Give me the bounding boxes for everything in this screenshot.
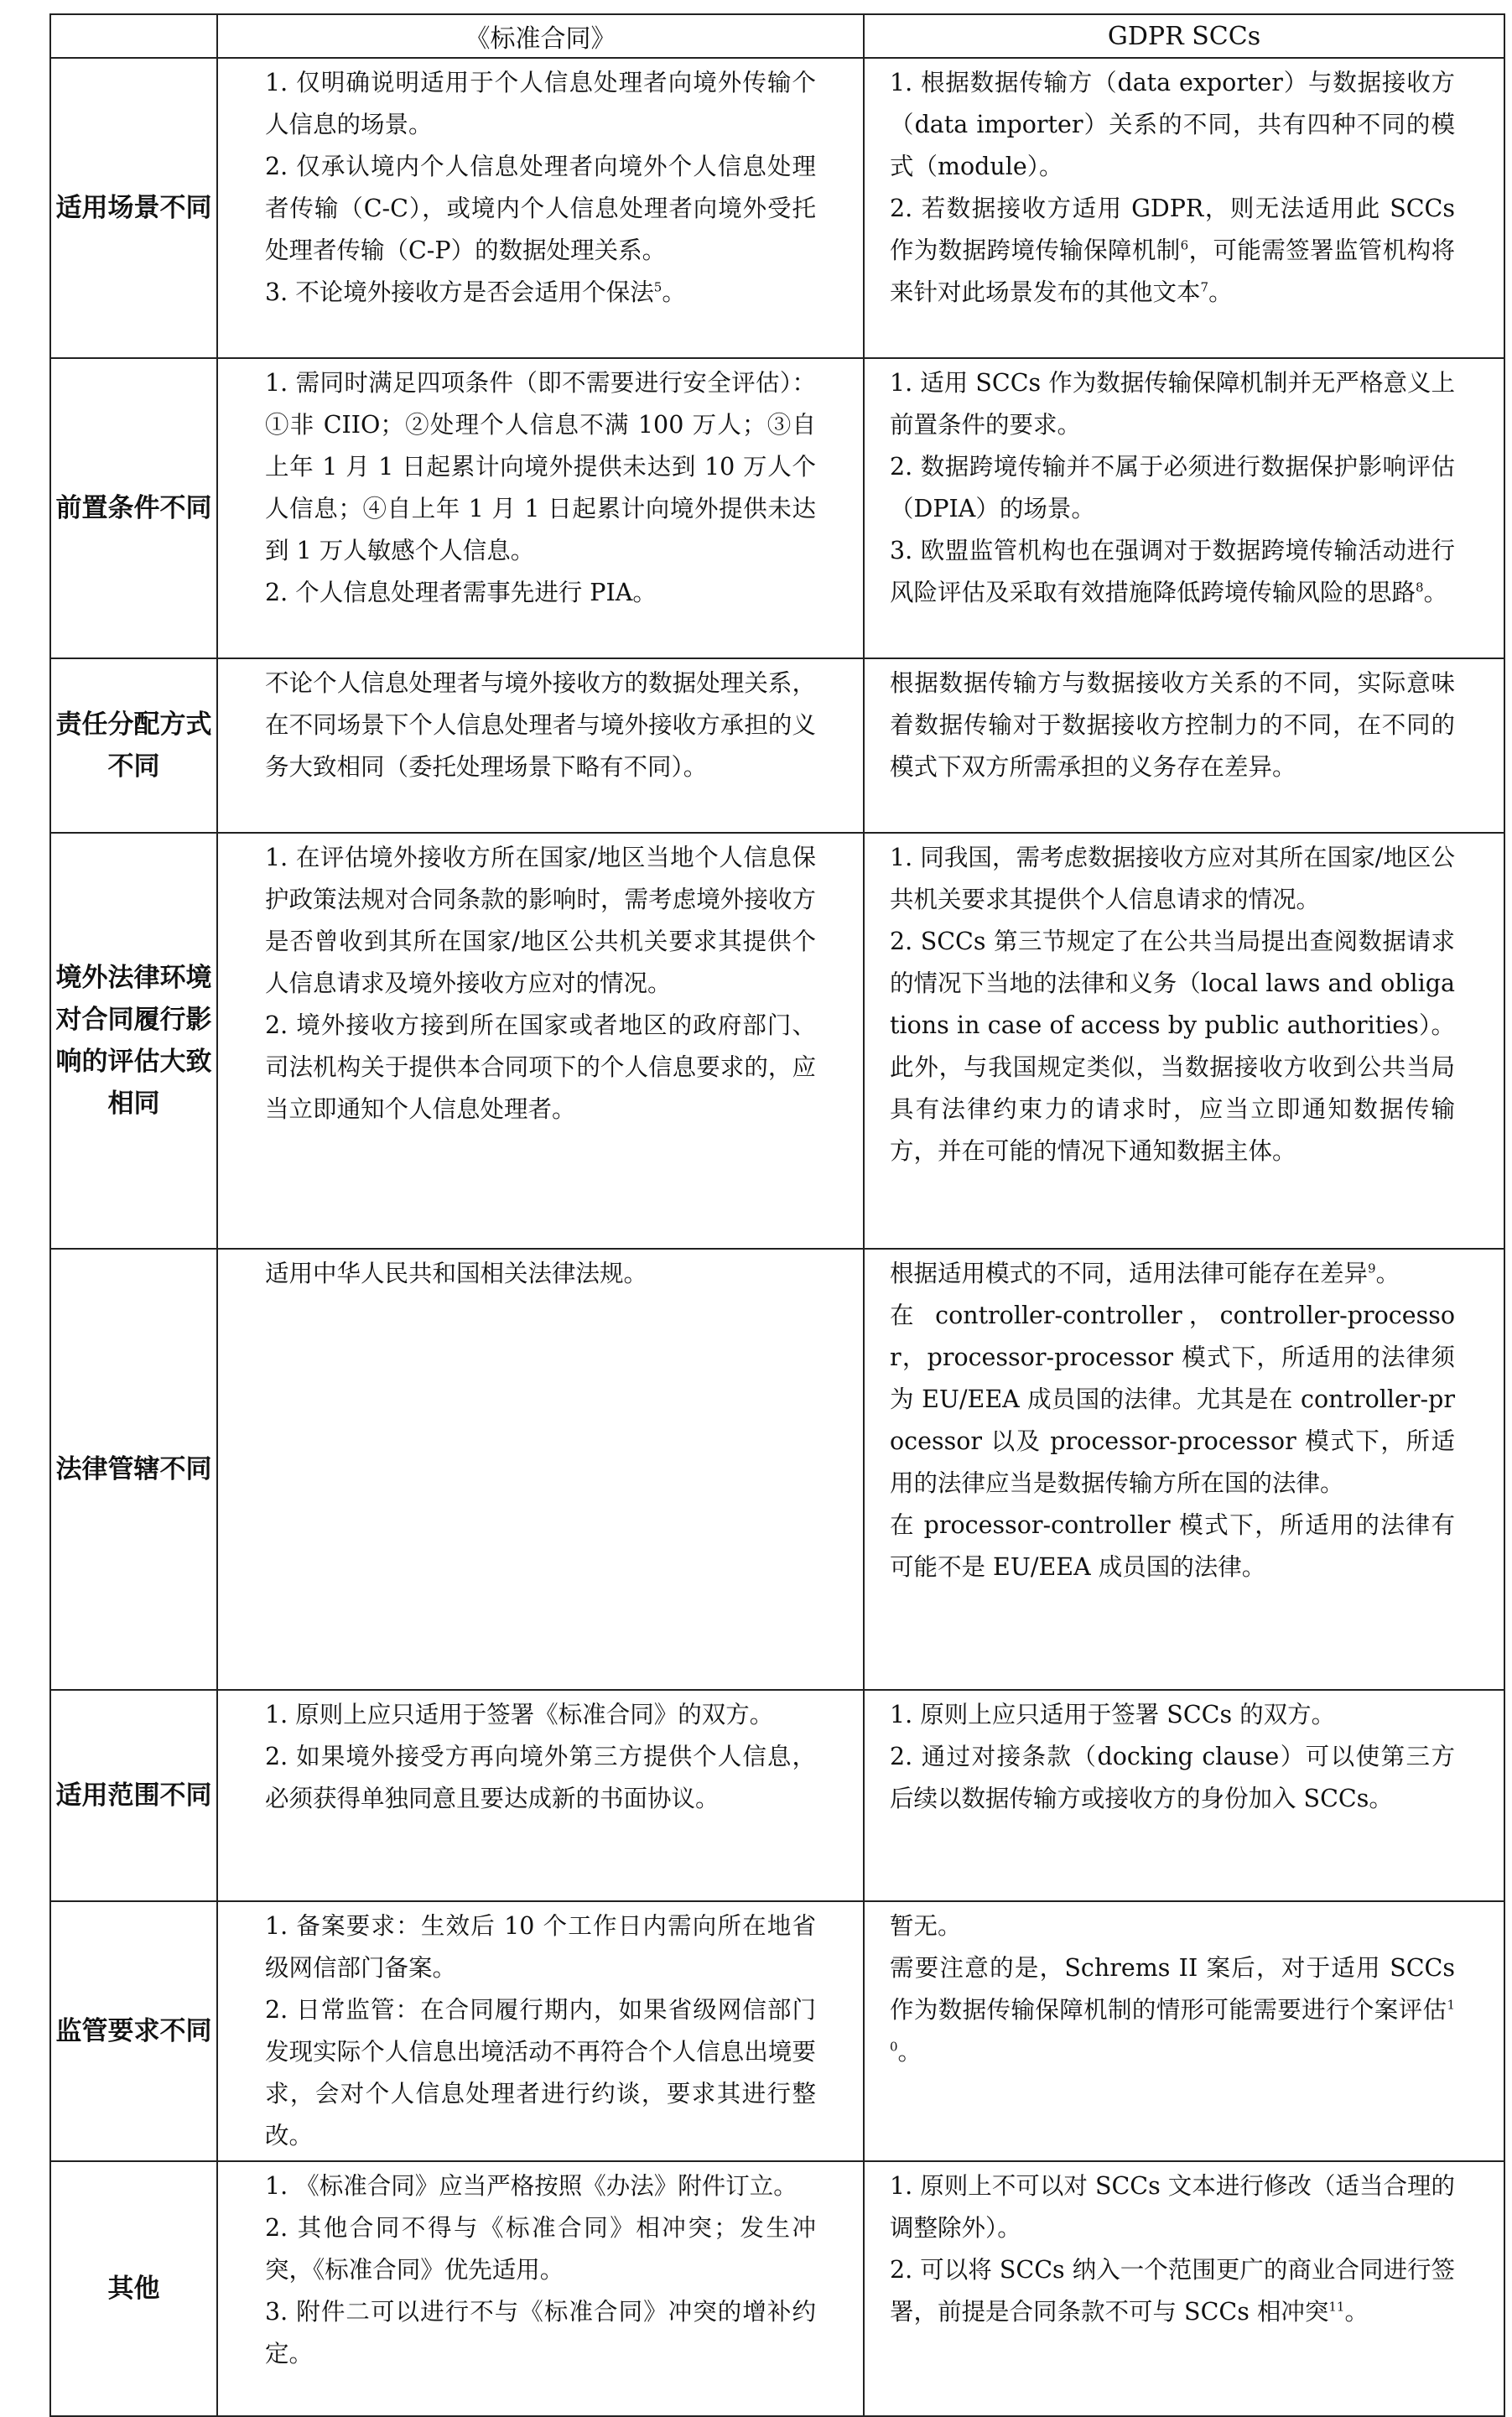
gdpr-sccs-paragraph <box>890 1905 1455 1947</box>
standard-contract-paragraph <box>265 2165 816 2207</box>
gdpr-sccs-paragraph <box>890 2165 1455 2249</box>
paragraph-text-tail: ，可能需签署监管机构将来针对此场景发布的其他文本 <box>890 237 1455 306</box>
paragraph-text-tail: 。 <box>1423 579 1448 606</box>
table-header-row <box>50 14 1504 58</box>
paragraph-text: 1. 适用 SCCs 作为数据传输保障机制并无严格意义上前置条件的要求。 <box>890 369 1455 439</box>
paragraph-text: 不论个人信息处理者与境外接收方的数据处理关系，在不同场景下个人信息处理者与境外接收方承担的义务大致相同（委托处理场景下略有不同）。 <box>265 669 816 781</box>
gdpr-sccs-paragraph <box>890 446 1455 530</box>
paragraph-text: 1. 同我国，需考虑数据接收方应对其所在国家/地区公共机关要求其提供个人信息请求的情况。 <box>890 844 1455 913</box>
standard-contract-cell <box>217 58 864 358</box>
paragraph-text-tail: 。 <box>1375 1260 1400 1287</box>
standard-contract-paragraph <box>265 1989 816 2157</box>
standard-contract-cell <box>217 2161 864 2416</box>
paragraph-text: 3. 欧盟监管机构也在强调对于数据跨境传输活动进行风险评估及采取有效措施降低跨境传输风险的思路 <box>890 537 1455 606</box>
paragraph-text-tail: 。 <box>897 2038 922 2066</box>
paragraph-text: 根据适用模式的不同，适用法律可能存在差异 <box>890 1260 1369 1287</box>
paragraph-text: 1. 需同时满足四项条件（即不需要进行安全评估）：①非 CIIO；②处理个人信息不满 100 万人；③自上年 1 月 1 日起累计向境外提供未达到 10 万人个人信息；④自上年 1 月 1 日起累计向境外提供未达到 1 万人敏感个人信息。 <box>265 369 816 564</box>
gdpr-sccs-cell <box>864 658 1504 833</box>
gdpr-sccs-paragraph <box>890 188 1455 314</box>
footnote-marker: 8 <box>1416 580 1424 595</box>
paragraph-text-tail: 。 <box>1208 278 1233 306</box>
gdpr-sccs-cell <box>864 833 1504 1249</box>
paragraph-text: 根据数据传输方与数据接收方关系的不同，实际意味着数据传输对于数据接收方控制力的不同，在不同的模式下双方所需承担的义务存在差异。 <box>890 669 1455 781</box>
gdpr-sccs-paragraph <box>890 362 1455 446</box>
row-heading: 前置条件不同 <box>50 358 217 658</box>
standard-contract-paragraph <box>265 1694 816 1736</box>
paragraph-text: 2. 如果境外接受方再向境外第三方提供个人信息，必须获得单独同意且要达成新的书面协议。 <box>265 1743 816 1812</box>
standard-contract-paragraph <box>265 1253 816 1295</box>
table-row <box>50 1901 1504 2161</box>
paragraph-text: 2. 境外接收方接到所在国家或者地区的政府部门、司法机构关于提供本合同项下的个人信息要求的，应当立即通知个人信息处理者。 <box>265 1011 816 1123</box>
paragraph-text: 2. 其他合同不得与《标准合同》相冲突；发生冲突，《标准合同》优先适用。 <box>265 2214 816 2284</box>
standard-contract-paragraph <box>265 1005 816 1131</box>
standard-contract-cell <box>217 1249 864 1690</box>
standard-contract-paragraph <box>265 2291 816 2375</box>
gdpr-sccs-paragraph <box>890 1505 1455 1588</box>
gdpr-sccs-paragraph <box>890 837 1455 921</box>
paragraph-text: 3. 附件二可以进行不与《标准合同》冲突的增补约定。 <box>265 2298 816 2368</box>
gdpr-sccs-paragraph <box>890 1253 1455 1295</box>
table-row <box>50 833 1504 1249</box>
paragraph-text: 2. SCCs 第三节规定了在公共当局提出查阅数据请求的情况下当地的法律和义务（local laws and obligations in case of access by public authorities）。此外，与我国规定类似，当数据接收方收到公共当局具有法律约束力的请求时，应当立即通知数据传输方，并在可能的情况下通知数据主体。 <box>890 928 1455 1165</box>
paragraph-text-tail: 。 <box>1344 2298 1369 2326</box>
row-heading: 其他 <box>50 2161 217 2416</box>
paragraph-text: 1. 在评估境外接收方所在国家/地区当地个人信息保护政策法规对合同条款的影响时，需考虑境外接收方是否曾收到其所在国家/地区公共机关要求其提供个人信息请求及境外接收方应对的情况。 <box>265 844 816 997</box>
footnote-marker: 5 <box>653 279 662 295</box>
standard-contract-cell <box>217 1901 864 2161</box>
gdpr-sccs-paragraph <box>890 1295 1455 1505</box>
row-heading: 监管要求不同 <box>50 1901 217 2161</box>
paragraph-text: 1. 根据数据传输方（data exporter）与数据接收方（data importer）关系的不同，共有四种不同的模式（module）。 <box>890 69 1455 180</box>
row-heading: 适用范围不同 <box>50 1690 217 1901</box>
comparison-table <box>49 13 1505 2417</box>
standard-contract-paragraph <box>265 146 816 272</box>
table-row <box>50 2161 1504 2416</box>
header-corner <box>50 14 217 58</box>
paragraph-text: 2. 仅承认境内个人信息处理者向境外个人信息处理者传输（C-C），或境内个人信息处理者向境外受托处理者传输（C-P）的数据处理关系。 <box>265 153 816 264</box>
standard-contract-cell <box>217 833 864 1249</box>
header-standard-contract: 《标准合同》 <box>217 14 864 58</box>
standard-contract-paragraph <box>265 837 816 1005</box>
gdpr-sccs-cell <box>864 1901 1504 2161</box>
row-heading: 适用场景不同 <box>50 58 217 358</box>
gdpr-sccs-paragraph <box>890 1736 1455 1820</box>
paragraph-text: 1. 仅明确说明适用于个人信息处理者向境外传输个人信息的场景。 <box>265 69 816 138</box>
row-heading: 责任分配方式不同 <box>50 658 217 833</box>
paragraph-text: 2. 个人信息处理者需事先进行 PIA。 <box>265 579 657 606</box>
standard-contract-paragraph <box>265 272 816 314</box>
paragraph-text: 在 controller-controller，controller-processor，processor-processor 模式下，所适用的法律须为 EU/EEA 成员国的法律。尤其是在 controller-processor 以及 processor-processor 模式下，所适用的法律应当是数据传输方所在国的法律。 <box>890 1302 1455 1497</box>
paragraph-text: 2. 日常监管：在合同履行期内，如果省级网信部门发现实际个人信息出境活动不再符合个人信息出境要求，会对个人信息处理者进行约谈，要求其进行整改。 <box>265 1996 816 2149</box>
standard-contract-paragraph <box>265 2207 816 2291</box>
gdpr-sccs-paragraph <box>890 62 1455 188</box>
footnote-marker: 9 <box>1368 1260 1376 1276</box>
standard-contract-cell <box>217 1690 864 1901</box>
footnote-marker: 11 <box>1328 2299 1345 2315</box>
standard-contract-paragraph <box>265 1736 816 1820</box>
gdpr-sccs-paragraph <box>890 1947 1455 2073</box>
gdpr-sccs-paragraph <box>890 1694 1455 1736</box>
table-row <box>50 358 1504 658</box>
table-row <box>50 658 1504 833</box>
standard-contract-paragraph <box>265 663 816 788</box>
paragraph-text: 在 processor-controller 模式下，所适用的法律有可能不是 EU/EEA 成员国的法律。 <box>890 1511 1455 1581</box>
standard-contract-cell <box>217 658 864 833</box>
standard-contract-paragraph <box>265 62 816 146</box>
gdpr-sccs-cell <box>864 58 1504 358</box>
paragraph-text-tail: 。 <box>662 278 686 306</box>
gdpr-sccs-cell <box>864 2161 1504 2416</box>
row-heading: 境外法律环境对合同履行影响的评估大致相同 <box>50 833 217 1249</box>
table-row <box>50 58 1504 358</box>
paragraph-text: 适用中华人民共和国相关法律法规。 <box>265 1260 648 1287</box>
paragraph-text: 需要注意的是，Schrems II 案后，对于适用 SCCs 作为数据传输保障机制的情形可能需要进行个案评估 <box>890 1954 1455 2024</box>
footnote-marker: 6 <box>1180 237 1189 253</box>
paragraph-text: 1. 原则上应只适用于签署 SCCs 的双方。 <box>890 1701 1336 1728</box>
paragraph-text: 3. 不论境外接收方是否会适用个保法 <box>265 278 654 306</box>
gdpr-sccs-cell <box>864 358 1504 658</box>
paragraph-text: 2. 通过对接条款（docking clause）可以使第三方后续以数据传输方或接收方的身份加入 SCCs。 <box>890 1743 1455 1812</box>
paragraph-text: 1. 备案要求：生效后 10 个工作日内需向所在地省级网信部门备案。 <box>265 1912 816 1982</box>
gdpr-sccs-paragraph <box>890 663 1455 788</box>
paragraph-text: 暂无。 <box>890 1912 962 1940</box>
row-heading: 法律管辖不同 <box>50 1249 217 1690</box>
gdpr-sccs-paragraph <box>890 921 1455 1172</box>
footnote-marker: 7 <box>1200 279 1209 295</box>
paragraph-text: 2. 数据跨境传输并不属于必须进行数据保护影响评估（DPIA）的场景。 <box>890 453 1455 522</box>
paragraph-text: 2. 若数据接收方适用 GDPR，则无法适用此 SCCs 作为数据跨境传输保障机制 <box>890 195 1455 264</box>
gdpr-sccs-paragraph <box>890 2249 1455 2333</box>
gdpr-sccs-cell <box>864 1690 1504 1901</box>
header-gdpr-sccs: GDPR SCCs <box>864 14 1504 58</box>
table-row <box>50 1690 1504 1901</box>
paragraph-text: 2. 可以将 SCCs 纳入一个范围更广的商业合同进行签署，前提是合同条款不可与 SCCs 相冲突 <box>890 2256 1455 2326</box>
standard-contract-paragraph <box>265 362 816 572</box>
footnote-marker: 10 <box>890 1997 1455 2055</box>
gdpr-sccs-cell <box>864 1249 1504 1690</box>
paragraph-text: 1. 原则上不可以对 SCCs 文本进行修改（适当合理的调整除外）。 <box>890 2172 1455 2242</box>
table-row <box>50 1249 1504 1690</box>
standard-contract-paragraph <box>265 572 816 614</box>
gdpr-sccs-paragraph <box>890 530 1455 614</box>
standard-contract-paragraph <box>265 1905 816 1989</box>
paragraph-text: 1. 《标准合同》应当严格按照《办法》附件订立。 <box>265 2172 798 2200</box>
standard-contract-cell <box>217 358 864 658</box>
paragraph-text: 1. 原则上应只适用于签署《标准合同》的双方。 <box>265 1701 774 1728</box>
